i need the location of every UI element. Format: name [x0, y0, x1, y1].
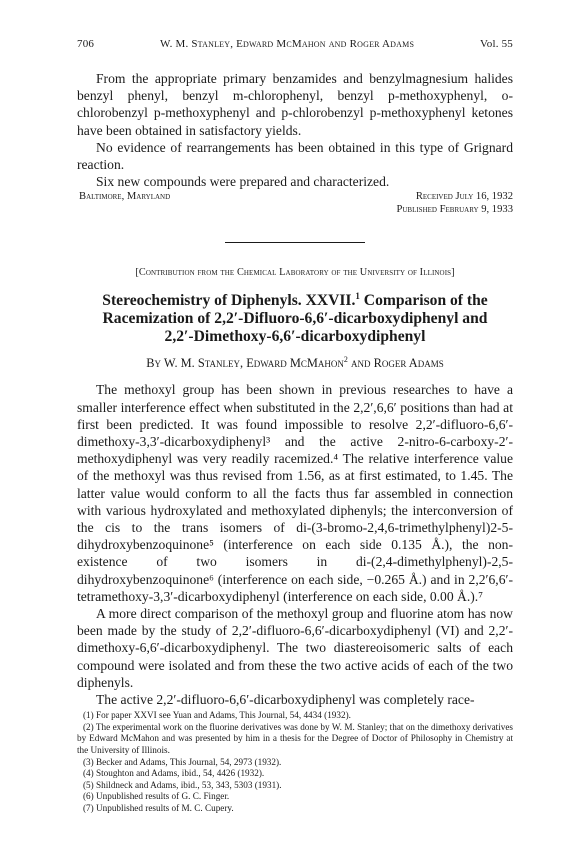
header-volume: Vol. 55: [480, 38, 513, 50]
journal-page: [77, 38, 513, 815]
publication-dates: [396, 191, 513, 217]
footnote: (3) Becker and Adams, This Journal, 54, 2973 (1932).: [83, 756, 282, 767]
contribution-line: [Contribution from the Chemical Laboratory of the University of Illinois]: [135, 267, 455, 279]
body-paragraph: A more direct comparison of the methoxyl group and fluorine atom has now been made by the study of 2,2′-difluoro-6,6′-dicarboxydiphenyl (VI) and 2,2′-dimethoxy-6,6′-dicarboxydiphenyl. The two diastereoisomeric salts of each compound were isolated and from these the two active acids of each of the two diphenyls.: [77, 605, 513, 690]
title-line-1-rest: Comparison of the: [359, 292, 488, 310]
article-title: [77, 287, 513, 346]
page-number: 706: [77, 38, 95, 50]
footnote: (2) The experimental work on the fluorine derivatives was done by W. M. Stanley; that on the dimethoxy derivatives by Edward McMahon and was presented by him in a thesis for the Degree of Doctor of Philosophy in Chemistry at the University of Illinois.: [77, 721, 513, 755]
byline-authors-rest: and Roger Adams: [347, 356, 444, 371]
body-paragraph: The methoxyl group has been shown in previous researches to have a smaller interference effect when substituted in the 2,2′,6,6′ positions than had at first been predicted. It was found impossible to resolve 2,2′-difluoro-6,6′-dimethoxy-3,3′-dicarboxydiphenyl³ and the active 2-nitro-6-carboxy-2′-methoxydiphenyl was very readily racemized.⁴ The relative interference value of the methoxyl was thus revised from 1.56, as at first estimated, to 1.45. The latter value would conform to all the facts thus far assembled in connection with various hydroxylated and methoxylated diphenyls; the interconversion of the cis to the trans isomers of di-(3-bromo-2,4,6-trimethylphenyl)2-5-dihydroxybenzoquinone⁵ (interference on each side 0.135 Å.), the non-existence of two isomers in di-(2,4-dimethylphenyl)-2,5-dihydroxybenzoquinone⁶ (interference on each side, −0.265 Å.) and in 2,2′6,6′-tetramethoxy-3,3′-dicarboxydiphenyl (interference on each side, 0.00 Å.).⁷: [77, 382, 513, 604]
header-authors: W. M. Stanley, Edward McMahon and Roger Adams: [160, 38, 415, 50]
byline-footnote-ref: 2: [343, 355, 348, 365]
title-line-3: 2,2′-Dimethoxy-6,6′-dicarboxydiphenyl: [164, 328, 426, 346]
byline-authors: By W. M. Stanley, Edward McMahon: [146, 356, 344, 371]
prev-article-paragraph: No evidence of rearrangements has been obtained in this type of Grignard reaction.: [77, 139, 513, 173]
body-paragraph: The active 2,2′-difluoro-6,6′-dicarboxydiphenyl was completely race-: [96, 691, 475, 707]
running-header: [77, 38, 513, 50]
received-date: Received July 16, 1932: [415, 191, 513, 203]
section-divider: [225, 242, 365, 243]
footnote: (6) Unpublished results of G. C. Finger.: [83, 791, 230, 802]
article-byline: [77, 355, 513, 371]
footnote: (7) Unpublished results of M. C. Cupery.: [83, 802, 234, 813]
footnotes: [77, 710, 513, 814]
prev-article-paragraph: Six new compounds were prepared and characterized.: [96, 174, 390, 190]
footnote: (4) Stoughton and Adams, ibid., 54, 4426 (1932).: [83, 768, 265, 779]
published-date: Published February 9, 1933: [396, 204, 513, 216]
title-line-1: Stereochemistry of Diphenyls. XXVII.: [102, 292, 356, 310]
title-line-2: Racemization of 2,2′-Difluoro-6,6′-dicarboxydiphenyl and: [102, 310, 488, 328]
author-location: Baltimore, Maryland: [79, 191, 171, 203]
footnote: (5) Shildneck and Adams, ibid., 53, 343, 5303 (1931).: [83, 779, 282, 790]
prev-article-paragraph: From the appropriate primary benzamides and benzylmagnesium halides benzyl phenyl, benzyl m-chlorophenyl, benzyl p-methoxyphenyl, o-chlorobenzyl p-methoxyphenyl and p-chlorobenzyl p-methoxyphenyl ketones have been obtained in satisfactory yields.: [77, 71, 513, 138]
footnote: (1) For paper XXVI see Yuan and Adams, This Journal, 54, 4434 (1932).: [83, 710, 351, 721]
title-footnote-ref: 1: [355, 291, 360, 302]
prev-article-signature: [77, 191, 513, 217]
